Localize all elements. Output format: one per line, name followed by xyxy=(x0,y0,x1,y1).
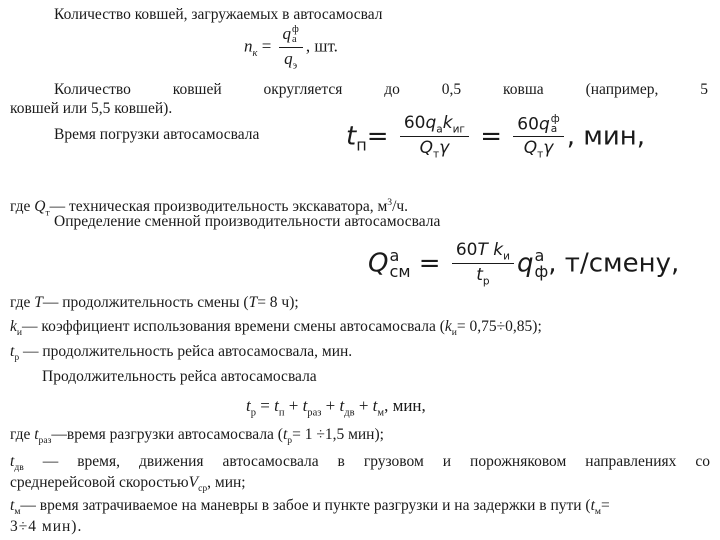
formula-ladle-count: $n_к$ = q ф а $q_э$ , шт. xyxy=(244,23,338,72)
text-line-1: Количество ковшей, загружаемых в автосамосвал xyxy=(54,6,383,23)
fraction: $\frac{60T k_и}{t_р}$ xyxy=(452,240,514,288)
fraction: 60q ф а $Q_т\gamma$ xyxy=(513,114,563,160)
text-line-14: $t_м—$ время затрачиваемое на маневры в забое и пункте разгрузки и на задержки в пути ($t_м=$ xyxy=(10,497,610,518)
formula-loading-time: $t_п=$ $\frac{60q_аk_{иг}}{Q_т\gamma}$ = 60q ф а $Q_т\gamma$ , мин, xyxy=(346,112,646,161)
text-line-2: Количество ковшей округляется до 0,5 ковша (например, 5 xyxy=(54,81,708,98)
text-line-6: Определение сменной производительности автосамосвала xyxy=(54,213,441,230)
fraction: $\frac{60q_аk_{иг}}{Q_т\gamma}$ xyxy=(400,113,469,161)
text-line-5: где $Q_т—$ техническая производительность экскаватора, $м^3/ч$. xyxy=(10,197,409,219)
formula-trip-duration: $t_р = t_п + t_{раз} + t_{дв} + t_м$, мин, xyxy=(246,396,426,419)
text-line-4: Время погрузки автосамосвала xyxy=(54,126,260,143)
text-line-10: Продолжительность рейса автосамосвала xyxy=(42,368,317,385)
text-line-7: где T— продолжительность смены (T= 8 ч); xyxy=(10,294,299,311)
text-line-8: $k_и—$ коэффициент использования времени смены автосамосвала $(k_и= 0,75\div 0,85)$; xyxy=(10,318,542,339)
text-line-13: среднерейсовой скоростьюV$_{ср}$, мин; xyxy=(10,474,246,495)
text-line-9: $t_р$ — продолжительность рейса автосамосвала, мин. xyxy=(10,343,353,364)
text-line-12: $t_{дв}$ — время, движения автосамосвала в грузовом и порожняковом направлениях со xyxy=(10,453,710,474)
fraction: q ф а $q_э$ xyxy=(279,24,303,71)
formula-shift-productivity: Q а см = $\frac{60T k_и}{t_р}$ q а ф , т/смену, xyxy=(368,240,680,288)
text-line-15: 3÷4 мин). xyxy=(10,518,83,535)
text-line-11: где $t_{раз}—время$ разгрузки автосамосвала ($t_р= 1 \div 1,5$ мин); xyxy=(10,426,384,447)
text-line-3: ковшей или 5,5 ковшей). xyxy=(10,100,173,117)
